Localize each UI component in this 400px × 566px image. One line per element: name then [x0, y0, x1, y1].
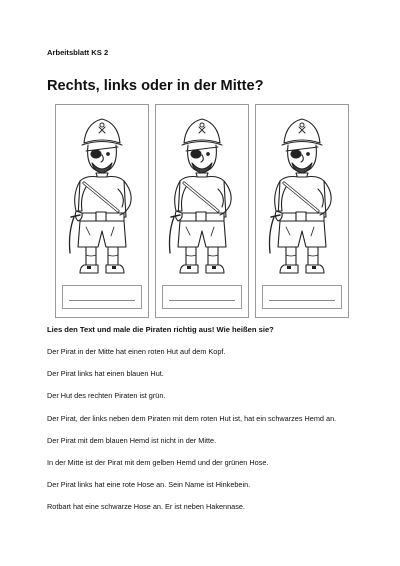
- clue-item: Rotbart hat eine schwarze Hose an. Er ist neben Hakennase.: [47, 502, 245, 512]
- clue-item: Der Pirat in der Mitte hat einen roten Hut auf dem Kopf.: [47, 347, 226, 356]
- pirate-illustration-icon: [56, 105, 148, 283]
- instruction-text: Lies den Text und male die Piraten richtig aus! Wie heißen sie?: [47, 325, 274, 334]
- pirate-card-middle: [155, 104, 249, 318]
- pirate-card-left: [55, 104, 149, 318]
- page-title: Rechts, links oder in der Mitte?: [47, 78, 264, 94]
- pirate-cards: [55, 104, 347, 318]
- clue-item: Der Pirat links hat eine rote Hose an. Sein Name ist Hinkebein.: [47, 480, 251, 490]
- pirate-illustration-icon: [256, 105, 348, 283]
- clue-item: Der Pirat, der links neben dem Piraten mit dem roten Hut ist, hat ein schwarzes Hemd an.: [47, 413, 337, 423]
- pirate-card-right: [255, 104, 349, 318]
- clue-item: Der Pirat mit dem blauen Hemd ist nicht in der Mitte.: [47, 435, 217, 445]
- name-field-left[interactable]: [62, 285, 142, 309]
- clue-item: Der Hut des rechten Piraten ist grün.: [47, 391, 166, 401]
- clue-item: Der Pirat links hat einen blauen Hut.: [47, 369, 164, 379]
- pirate-illustration-icon: [156, 105, 248, 283]
- worksheet-label: Arbeitsblatt KS 2: [47, 48, 109, 57]
- clue-item: In der Mitte ist der Pirat mit dem gelben Hemd und der grünen Hose.: [47, 457, 269, 467]
- name-field-middle[interactable]: [162, 285, 242, 309]
- clue-list: [47, 346, 367, 524]
- name-field-right[interactable]: [262, 285, 342, 309]
